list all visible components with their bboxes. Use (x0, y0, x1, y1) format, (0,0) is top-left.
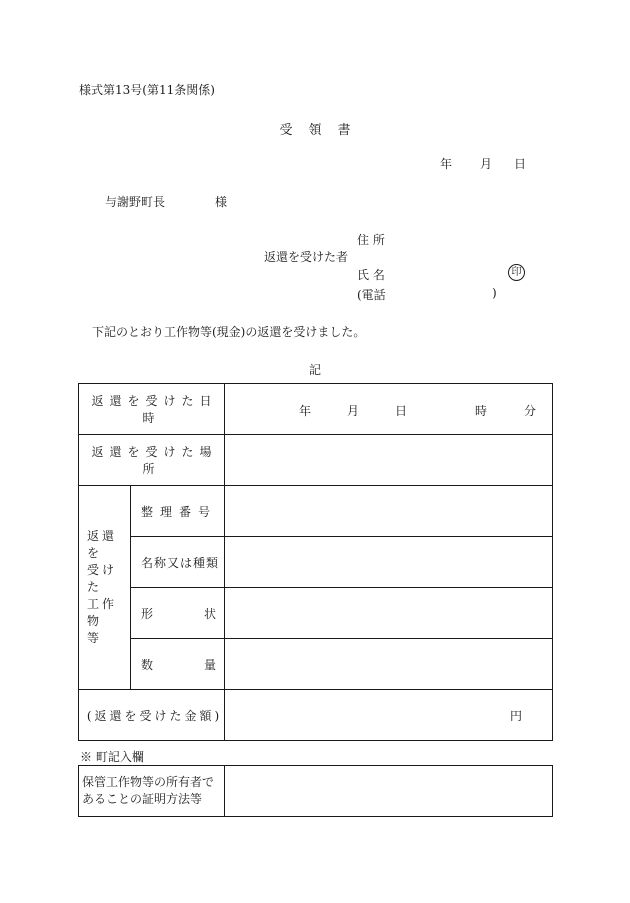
amount-unit: 円 (509, 708, 522, 723)
qty-label-left: 数 (141, 657, 154, 672)
statement-text: 下記のとおり工作物等(現金)の返還を受けました。 (92, 325, 366, 339)
amount-label: (返還を受けた金額) (79, 690, 225, 741)
receiver-role-label: 返還を受けた者 (264, 250, 349, 264)
memo-line-2: あることの証明方法等 (82, 792, 203, 806)
town-note: ※ 町記入欄 (80, 750, 144, 764)
date-month: 月 (480, 157, 493, 171)
shape-label-left: 形 (141, 606, 154, 621)
table-row-shape (79, 588, 553, 639)
addressee-name: 与謝野町長 (105, 195, 166, 209)
seal-mark: 印 (508, 264, 525, 281)
datetime-day: 日 (395, 404, 408, 418)
place-label: 返還を受けた場所 (79, 435, 225, 486)
memo-row (79, 766, 553, 817)
quantity-label (131, 639, 225, 690)
datetime-label: 返還を受けた日時 (79, 384, 225, 435)
addressee (105, 193, 227, 210)
quantity-field[interactable] (225, 639, 553, 690)
group-line-4: 等 (87, 631, 103, 645)
datetime-field[interactable] (225, 384, 553, 435)
town-memo-table (78, 765, 553, 817)
table-row-quantity (79, 639, 553, 690)
date-day: 日 (514, 157, 527, 171)
group-line-1: 返還を (87, 529, 118, 560)
form-number: 様式第13号(第11条関係) (79, 83, 215, 97)
datetime-hour: 時 (475, 404, 488, 418)
date-line (440, 155, 526, 172)
memo-field[interactable] (225, 766, 553, 817)
group-line-3: 工作物 (87, 597, 118, 628)
shape-label-right: 状 (204, 606, 217, 621)
place-field[interactable] (225, 435, 553, 486)
address-label: 住 所 (357, 233, 385, 247)
datetime-year: 年 (299, 404, 312, 418)
addressee-honorific: 様 (215, 195, 228, 209)
receipt-table (78, 383, 553, 741)
number-label: 整理番号 (131, 486, 225, 537)
name-label: 氏 名 (357, 268, 385, 282)
phone-label: (電話 (357, 288, 386, 302)
table-row-place (79, 435, 553, 486)
datetime-minute: 分 (524, 404, 537, 418)
table-row-datetime (79, 384, 553, 435)
name-type-field[interactable] (225, 537, 553, 588)
document-title: 受領書 (279, 123, 367, 138)
amount-field[interactable] (225, 690, 553, 741)
ki-heading: 記 (308, 363, 321, 377)
group-line-2: 受けた (87, 563, 118, 594)
table-row-name-type (79, 537, 553, 588)
item-group-label (79, 486, 131, 690)
qty-label-right: 量 (204, 657, 217, 672)
table-row-amount (79, 690, 553, 741)
datetime-month: 月 (347, 404, 360, 418)
phone-close-paren: ) (492, 286, 497, 300)
shape-field[interactable] (225, 588, 553, 639)
date-year: 年 (440, 157, 453, 171)
shape-label (131, 588, 225, 639)
table-row-number (79, 486, 553, 537)
name-type-label: 名称又は種類 (131, 537, 225, 588)
memo-line-1: 保管工作物等の所有者で (82, 775, 215, 789)
memo-label (79, 766, 225, 817)
number-field[interactable] (225, 486, 553, 537)
